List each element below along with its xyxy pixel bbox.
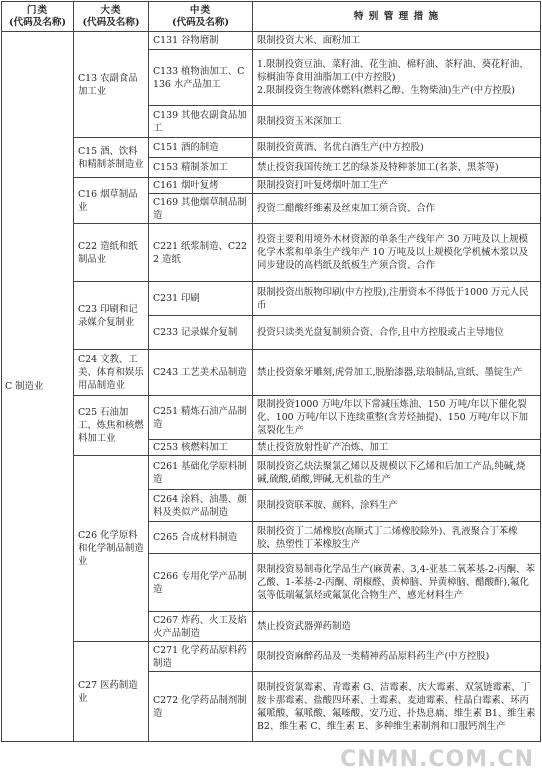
measure-cell: 禁止投资放射性矿产冶炼、加工	[253, 440, 541, 456]
measure-cell: 限制投资联苯胺、颜料、涂料生产	[253, 490, 541, 522]
special-measures-table	[1, 1, 541, 742]
table-row	[2, 32, 541, 50]
zhonglei-cell: C139 其他农副食品加工	[149, 106, 253, 138]
zhonglei-cell: C267 炸药、火工及焰火产品制造	[149, 612, 253, 642]
zhonglei-cell: C251 精炼石油产品制造	[149, 396, 253, 440]
zhonglei-cell: C233 记录媒介复制	[149, 316, 253, 350]
measure-cell: 限制投资打叶复烤烟叶加工生产	[253, 178, 541, 194]
dalei-cell: C24 文教、工美、体育和娱乐用品制造业	[74, 350, 149, 396]
dalei-cell: C26 化学原料和化学制品制造业	[74, 456, 149, 642]
measure-cell: 限制投资黄酒、名优白酒生产(中方控股)	[253, 138, 541, 158]
watermark: CNMN.COM.CN	[340, 747, 534, 772]
dalei-cell: C25 石油加工、炼焦和核燃料加工业	[74, 396, 149, 456]
measure-cell: 禁止投资我国传统工艺的绿茶及特种茶加工(名茶、黑茶等)	[253, 158, 541, 178]
measure-cell: 限制投资1000 万吨/年以下常减压炼油、150 万吨/年以下催化裂化、100 万吨/年以下连续重整(含芳烃抽提)、150 万吨/年以下加氢裂化生产	[253, 396, 541, 440]
table-row	[2, 224, 541, 282]
dalei-cell: C23 印刷和记录媒介复制业	[74, 282, 149, 350]
table-row	[2, 350, 541, 396]
header-menlei: 门类 (代码及名称)	[2, 2, 74, 32]
measure-cell: 禁止投资象牙雕刻,虎骨加工,脱胎漆器,珐琅制品,宣纸、墨锭生产	[253, 350, 541, 396]
header-measures: 特 别 管 理 措 施	[253, 2, 541, 32]
zhonglei-cell: C153 精制茶加工	[149, 158, 253, 178]
dalei-cell: C13 农副食品加工业	[74, 32, 149, 138]
measure-cell: 限制投资大米、面粉加工	[253, 32, 541, 50]
measure-cell: 禁止投资武器弹药制造	[253, 612, 541, 642]
dalei-cell: C16 烟草制品业	[74, 178, 149, 224]
measure-cell: 1.限制投资豆油、菜籽油、花生油、棉籽油、茶籽油、葵花籽油、棕榈油等食用油脂加工(中方控股) 2.限制投资生物液体燃料(燃料乙醇、生物柴油)生产(中方控股)	[253, 50, 541, 106]
table-row	[2, 178, 541, 194]
measure-cell: 限制投资麻醉药品及一类精神药品原料药生产(中方控股)	[253, 642, 541, 672]
zhonglei-cell: C221 纸浆制造、C222 造纸	[149, 224, 253, 282]
zhonglei-cell: C161 烟叶复烤	[149, 178, 253, 194]
measure-cell: 限制投资出版物印刷(中方控股),注册资本不得低于1000 万元人民币	[253, 282, 541, 316]
zhonglei-cell: C264 涂料、油墨、颜料及类似产品制造	[149, 490, 253, 522]
table-row	[2, 642, 541, 672]
table-row	[2, 282, 541, 316]
dalei-cell: C15 酒、饮料和精制茶制造业	[74, 138, 149, 178]
measure-cell: 限制投资玉米深加工	[253, 106, 541, 138]
zhonglei-cell: C169 其他烟草制品制造	[149, 194, 253, 224]
table-header-row	[2, 2, 541, 32]
dalei-cell: C27 医药制造业	[74, 642, 149, 742]
header-dalei: 大类 (代码及名称)	[74, 2, 149, 32]
measure-cell: 限制投资氯霉素、青霉素 G、洁霉素、庆大霉素、双氢链霉素、丁胺卡那霉素、盐酸四环素、土霉素、麦迪霉素、柱晶白霉素、环丙氟哌酸、氟哌酸、氟嗪酸、安乃近、扑热息痛、维生素 B1、维生素 B2、维生素 C、维生素 E、多种维生素制剂和口服钙剂生产	[253, 672, 541, 742]
zhonglei-cell: C266 专用化学产品制造	[149, 554, 253, 612]
zhonglei-cell: C133 植物油加工、C136 水产品加工	[149, 50, 253, 106]
zhonglei-cell: C243 工艺美术品制造	[149, 350, 253, 396]
zhonglei-cell: C131 谷物磨制	[149, 32, 253, 50]
table-row	[2, 396, 541, 440]
table-row	[2, 456, 541, 490]
zhonglei-cell: C265 合成材料制造	[149, 522, 253, 554]
measure-cell: 投资只读类光盘复制须合资、合作,且中方控股或占主导地位	[253, 316, 541, 350]
measure-cell: 投资主要利用境外木材资源的单条生产线年产 30 万吨及以上规模化学木浆和单条生产线年产 10 万吨及以上规模化学机械木浆以及同步建设的高档纸及纸板生产须合资、合作	[253, 224, 541, 282]
zhonglei-cell: C231 印刷	[149, 282, 253, 316]
menlei-cell: C 制造业	[2, 32, 74, 742]
dalei-cell: C22 造纸和纸制品业	[74, 224, 149, 282]
zhonglei-cell: C271 化学药品原料药制造	[149, 642, 253, 672]
zhonglei-cell: C253 核燃料加工	[149, 440, 253, 456]
measure-cell: 限制投资丁二烯橡胶(高顺式丁二烯橡胶除外)、乳液聚合丁苯橡胶、热塑性丁苯橡胶生产	[253, 522, 541, 554]
zhonglei-cell: C272 化学药品制剂制造	[149, 672, 253, 742]
zhonglei-cell: C151 酒的制造	[149, 138, 253, 158]
measure-cell: 限制投资易制毒化学品生产(麻黄素、3,4-亚基二氧苯基-2-丙酮、苯乙酸、1-苯基-2-丙酮、胡椒醛、黄樟脑、异黄樟脑、醋酸酐),氟化氢等低端氟氯烃或氟氯化合物生产、感光材料生产	[253, 554, 541, 612]
table-row	[2, 138, 541, 158]
header-zhonglei: 中类 (代码及名称)	[149, 2, 253, 32]
measure-cell: 投资二醋酸纤维素及丝束加工须合资、合作	[253, 194, 541, 224]
zhonglei-cell: C261 基础化学原料制造	[149, 456, 253, 490]
measure-cell: 限制投资乙炔法聚氯乙烯以及规模以下乙烯和后加工产品,纯碱,烧碱,硫酸,硝酸,钾碱,无机盐的生产	[253, 456, 541, 490]
